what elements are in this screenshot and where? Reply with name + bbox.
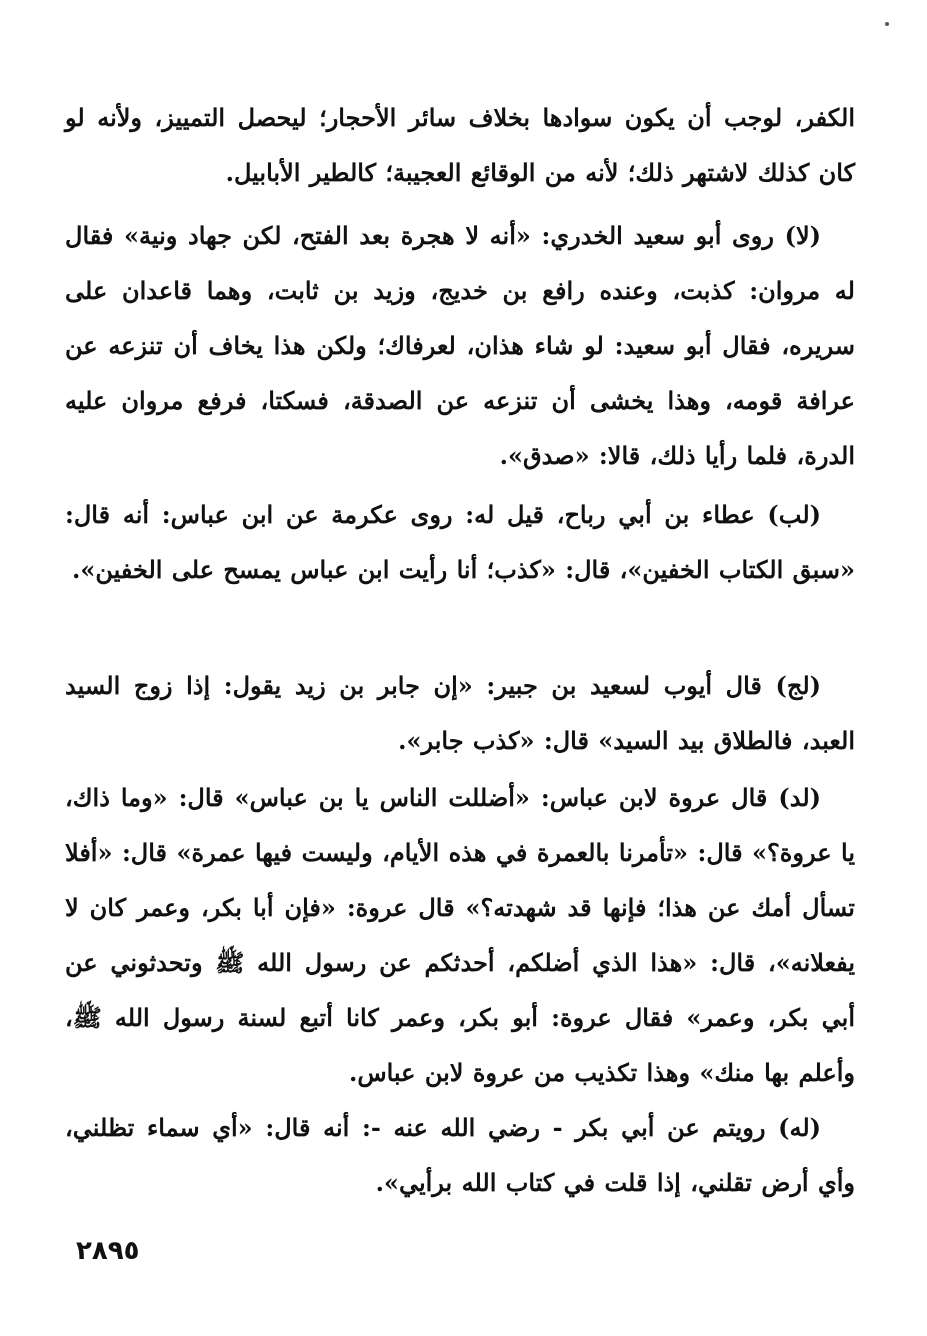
paragraph-continuation: الكفر، لوجب أن يكون سوادها بخلاف سائر الأحجار؛ ليحصل التمييز، ولأنه لو كان كذلك لاشتهر ذلك؛ لأنه من الوقائع العجيبة؛ كالطير الأبابيل. — [65, 103, 855, 187]
main-text — [65, 1100, 855, 1210]
main-text — [65, 208, 855, 483]
paragraph-lb: (لب) عطاء بن أبي رباح، قيل له: روى عكرمة عن ابن عباس: أنه قال: «سبق الكتاب الخفين»، قال: «كذب؛ أنا رأيت ابن عباس يمسح على الخفين». — [65, 500, 855, 584]
paragraph-la: (لا) روى أبو سعيد الخدري: «أنه لا هجرة بعد الفتح، لكن جهاد ونية» فقال له مروان: كذبت، وعنده رافع بن خديج، وزيد بن ثابت، وهما قاعدان على سريره، فقال أبو سعيد: لو شاء هذان، لعرفاك؛ ولكن هذا يخاف أن تنزعه عن عرافة قومه، وهذا يخشى أن تنزعه عن الصدقة، فسكتا، فرفع مروان عليه الدرة، فلما رأيا ذلك، قالا: «صدق». — [65, 221, 855, 470]
main-text — [65, 90, 855, 200]
main-text — [65, 487, 855, 597]
main-text — [65, 658, 855, 768]
paragraph-lh: (له) رويتم عن أبي بكر - رضي الله عنه -: أنه قال: «أي سماء تظلني، وأي أرض تقلني، إذا قلت في كتاب الله برأيي». — [65, 1113, 855, 1197]
paragraph-ld: (لد) قال عروة لابن عباس: «أضللت الناس يا بن عباس» قال: «وما ذاك، يا عروة؟» قال: «تأمرنا بالعمرة في هذه الأيام، وليست فيها عمرة» قال: «أفلا تسأل أمك عن هذا؛ فإنها قد شهدته؟» قال عروة: «فإن أبا بكر، وعمر كان لا يفعلانه»، قال: «هذا الذي أضلكم، أحدثكم عن رسول الله ﷺ وتحدثوني عن أبي بكر، وعمر» فقال عروة: أبو بكر، وعمر كانا أتبع لسنة رسول الله ﷺ، وأعلم بها منك» وهذا تكذيب من عروة لابن عباس. — [65, 783, 855, 1087]
paragraph-lj: (لج) قال أيوب لسعيد بن جبير: «إن جابر بن زيد يقول: إذا زوج السيد العبد، فالطلاق بيد السيد» قال: «كذب جابر». — [65, 671, 855, 755]
page-number: ٢٨٩٥ — [76, 1236, 140, 1266]
main-text — [65, 770, 855, 1100]
margin-dot — [885, 22, 889, 26]
